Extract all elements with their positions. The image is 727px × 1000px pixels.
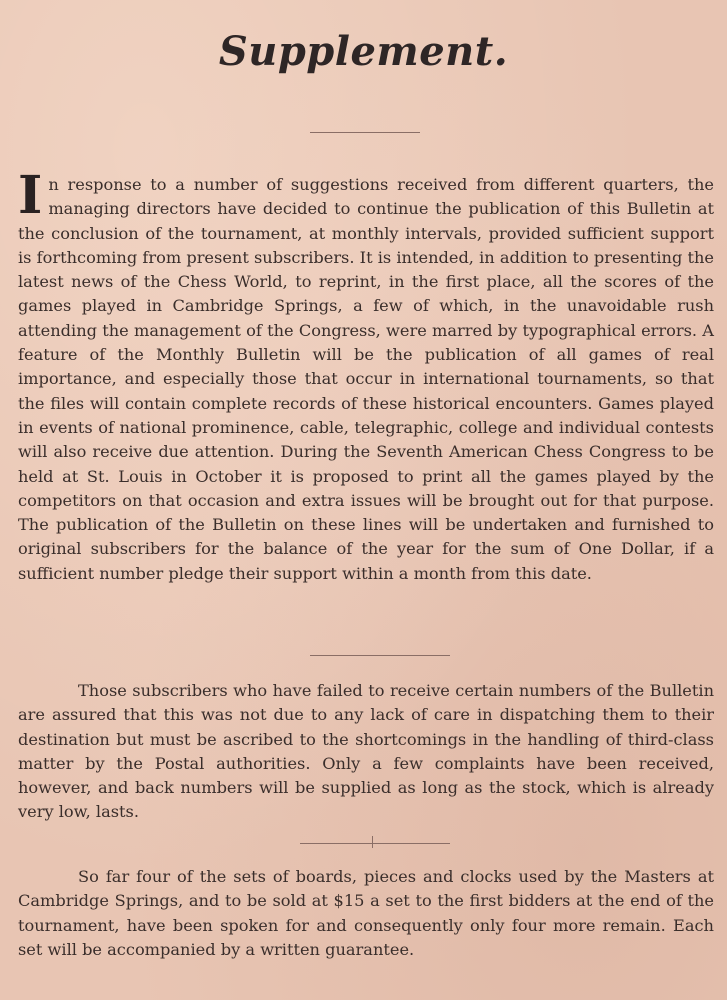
drop-cap: I [18, 165, 43, 226]
paragraph-announcement [18, 165, 714, 586]
paragraph-subscribers: Those subscribers who have failed to receive certain numbers of the Bulletin are assured that this was not due to any lack of care in dispatching them to their destination but must be ascribed to the shortcomings in the handling of third-class matter by the Postal authorities. Only a few complaints have been received, however, and back numbers will be supplied as long as the stock, which is already very low, lasts. [18, 681, 714, 822]
divider-lower-tick [372, 836, 373, 848]
divider-top [310, 132, 420, 133]
page-title: Supplement. [218, 28, 509, 75]
paragraph-sets: So far four of the sets of boards, pieces and clocks used by the Masters at Cambridge Springs, and to be sold at $15 a set to the first bidders at the end of the tournament, have been spoken for and consequently only four more remain. Each set will be accompanied by a written guarantee. [18, 867, 714, 959]
divider-middle [310, 655, 450, 656]
paragraph-announcement-text: n response to a number of suggestions received from different quarters, the managing directors have decided to continue the publication of this Bulletin at the conclusion of the tournament, at monthly intervals, provided sufficient support is forthcoming from present subscribers. It is intended, in addition to presenting the latest news of the Chess World, to reprint, in the first place, all the scores of the games played in Cambridge Springs, a few of which, in the unavoidable rush attending the management of the Congress, were marred by typographical errors. A feature of the Monthly Bulletin will be the publication of all games of real importance, and especially those that occur in international tournaments, so that the files will contain complete records of these historical encounters. Games played in events of national prominence, cable, telegraphic, college and individual contests will also receive due attention. During the Seventh American Chess Congress to be held at St. Louis in October it is proposed to print all the games played by the competitors on that occasion and extra issues will be brought out for that purpose. The publication of the Bulletin on these lines will be undertaken and furnished to original subscribers for the balance of the year for the sum of One Dollar, if a sufficient number pledge their support within a month from this date. [18, 175, 714, 583]
divider-lower [300, 843, 450, 844]
